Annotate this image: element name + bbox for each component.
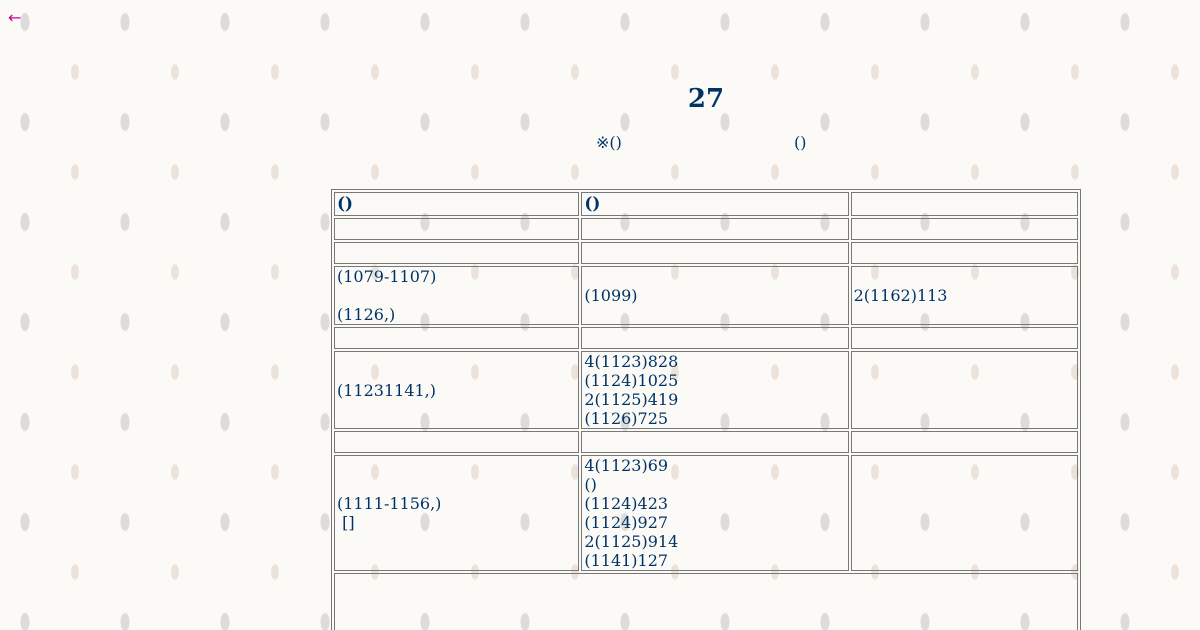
back-arrow-link[interactable]: ← — [8, 8, 22, 27]
table-cell — [334, 266, 579, 325]
table-row — [334, 573, 1078, 630]
cell-text: (1124)423 — [584, 494, 669, 513]
table-cell — [851, 351, 1078, 429]
cell-text: 4(1123)69 — [584, 456, 669, 475]
cell-text: (1141)127 — [584, 551, 669, 570]
table-cell — [334, 455, 579, 571]
table-cell — [581, 431, 848, 453]
cell-text: 4(1123)828 — [584, 352, 679, 371]
cell-text: () — [584, 475, 597, 494]
subtitle-row — [0, 133, 1200, 155]
table-row — [334, 218, 1078, 240]
table-header-cell — [851, 192, 1078, 216]
table-cell — [334, 573, 1078, 630]
table-row — [334, 455, 1078, 571]
table-cell — [851, 431, 1078, 453]
cell-text: 2(1125)914 — [584, 532, 679, 551]
table-row — [334, 351, 1078, 429]
table-header-row — [334, 192, 1078, 216]
page-title: 27 — [687, 84, 725, 114]
cell-text: [] — [337, 513, 355, 532]
table-cell — [851, 266, 1078, 325]
cell-text: (1124)1025 — [584, 371, 679, 390]
cell-text: (1126,) — [337, 305, 396, 324]
table-cell — [334, 218, 579, 240]
cell-text: (1079-1107) — [337, 267, 437, 286]
subtitle-note: ※() — [596, 133, 622, 152]
table-row — [334, 266, 1078, 325]
table-header-cell: () — [334, 192, 579, 216]
table-cell — [334, 242, 579, 264]
cell-text: 2(1162)113 — [853, 286, 948, 305]
table-cell — [581, 242, 848, 264]
table-cell — [851, 218, 1078, 240]
table-cell — [334, 351, 579, 429]
table-cell — [851, 455, 1078, 571]
table-cell — [581, 455, 848, 571]
table-cell — [851, 242, 1078, 264]
genealogy-table — [331, 189, 1081, 630]
cell-text: (1099) — [584, 286, 638, 305]
table-cell — [581, 266, 848, 325]
cell-text — [337, 286, 576, 305]
table-cell — [581, 327, 848, 349]
cell-text: (1111-1156,) — [337, 494, 442, 513]
cell-text: 2(1125)419 — [584, 390, 679, 409]
table-cell — [334, 431, 579, 453]
cell-text: (1124)927 — [584, 513, 669, 532]
cell-text: (11231141,) — [337, 380, 437, 400]
table-row — [334, 327, 1078, 349]
subtitle-paren: () — [794, 133, 807, 152]
table-cell — [334, 327, 579, 349]
table-row — [334, 242, 1078, 264]
table-cell — [851, 327, 1078, 349]
table-cell — [581, 351, 848, 429]
table-row — [334, 431, 1078, 453]
table-cell — [581, 218, 848, 240]
table-header-cell: () — [581, 192, 848, 216]
cell-text: (1126)725 — [584, 409, 669, 428]
